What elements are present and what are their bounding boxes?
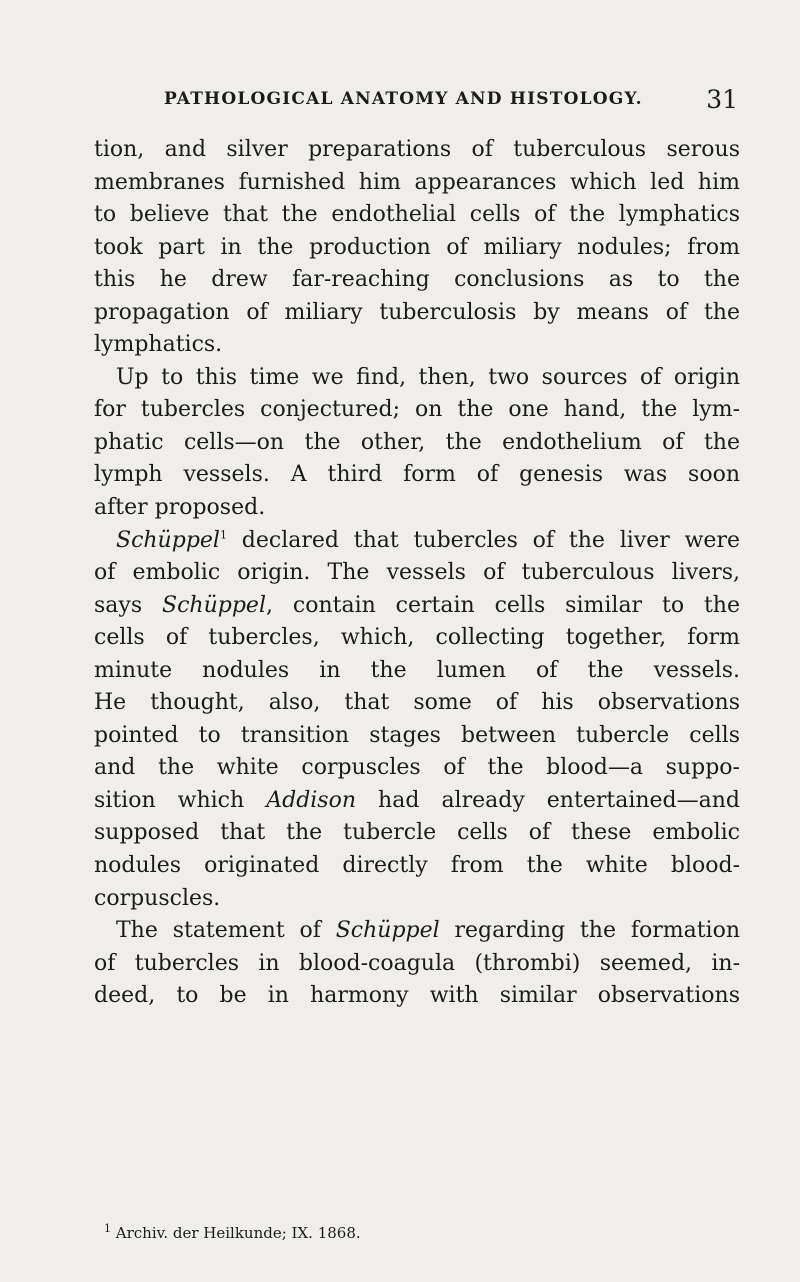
- text-line: this he drew far-reaching conclusions as to the: [94, 267, 740, 293]
- text-line: cells of tubercles, which, collecting together, form: [94, 625, 740, 651]
- text-line: minute nodules in the lumen of the vessels.: [94, 657, 740, 683]
- running-head: [164, 85, 738, 119]
- author-name: Schüppel: [162, 592, 266, 618]
- author-name: Schüppel: [116, 527, 220, 553]
- text-line: after proposed.: [94, 495, 266, 521]
- text-line: The statement of Schüppel regarding the formation: [116, 918, 740, 944]
- text-line: of embolic origin. The vessels of tuberculous livers,: [94, 560, 740, 586]
- text-line: phatic cells—on the other, the endothelium of the: [94, 429, 740, 455]
- text-line: tion, and silver preparations of tuberculous serous: [94, 137, 740, 162]
- text-line: propagation of miliary tuberculosis by means of the: [94, 299, 740, 325]
- text-line: pointed to transition stages between tubercle cells: [94, 722, 740, 748]
- text-line: supposed that the tubercle cells of these embolic: [94, 820, 740, 846]
- text-line: for tubercles conjectured; on the one hand, the lym-: [94, 397, 740, 423]
- text-line: says Schüppel, contain certain cells similar to the: [94, 592, 740, 618]
- text-line: and the white corpuscles of the blood—a suppo-: [94, 755, 740, 781]
- text-line: nodules originated directly from the white blood-: [94, 853, 740, 879]
- page-number: 31: [706, 85, 738, 114]
- text-line: corpuscles.: [94, 885, 221, 911]
- text-line: lymph vessels. A third form of genesis was soon: [94, 462, 740, 488]
- text-line: took part in the production of miliary nodules; from: [94, 234, 740, 260]
- text-line: deed, to be in harmony with similar observations: [94, 983, 740, 1009]
- author-name: Addison: [266, 787, 357, 813]
- running-title: PATHOLOGICAL ANATOMY AND HISTOLOGY.: [164, 89, 643, 109]
- author-name: Schüppel: [335, 918, 440, 944]
- text-line: membranes furnished him appearances which led him: [94, 169, 740, 195]
- footnote-marker: 1: [219, 528, 227, 542]
- text-line: He thought, also, that some of his observations: [94, 690, 740, 716]
- text-line: Up to this time we find, then, two sources of origin: [116, 364, 740, 390]
- text-line: to believe that the endothelial cells of the lymphatics: [94, 202, 740, 228]
- footnote-text: Archiv. der Heilkunde; IX. 1868.: [115, 1224, 361, 1242]
- footnote: [104, 1223, 361, 1243]
- text-line: lymphatics.: [94, 332, 223, 358]
- body-text: [94, 134, 740, 1013]
- footnote-marker: 1: [104, 1222, 111, 1235]
- text-line: sition which Addison had already entertained—and: [94, 787, 740, 813]
- text-line: of tubercles in blood-coagula (thrombi) seemed, in-: [94, 950, 740, 976]
- text-line: Schüppel$^1$ declared that tubercles of the liver were: [116, 527, 740, 553]
